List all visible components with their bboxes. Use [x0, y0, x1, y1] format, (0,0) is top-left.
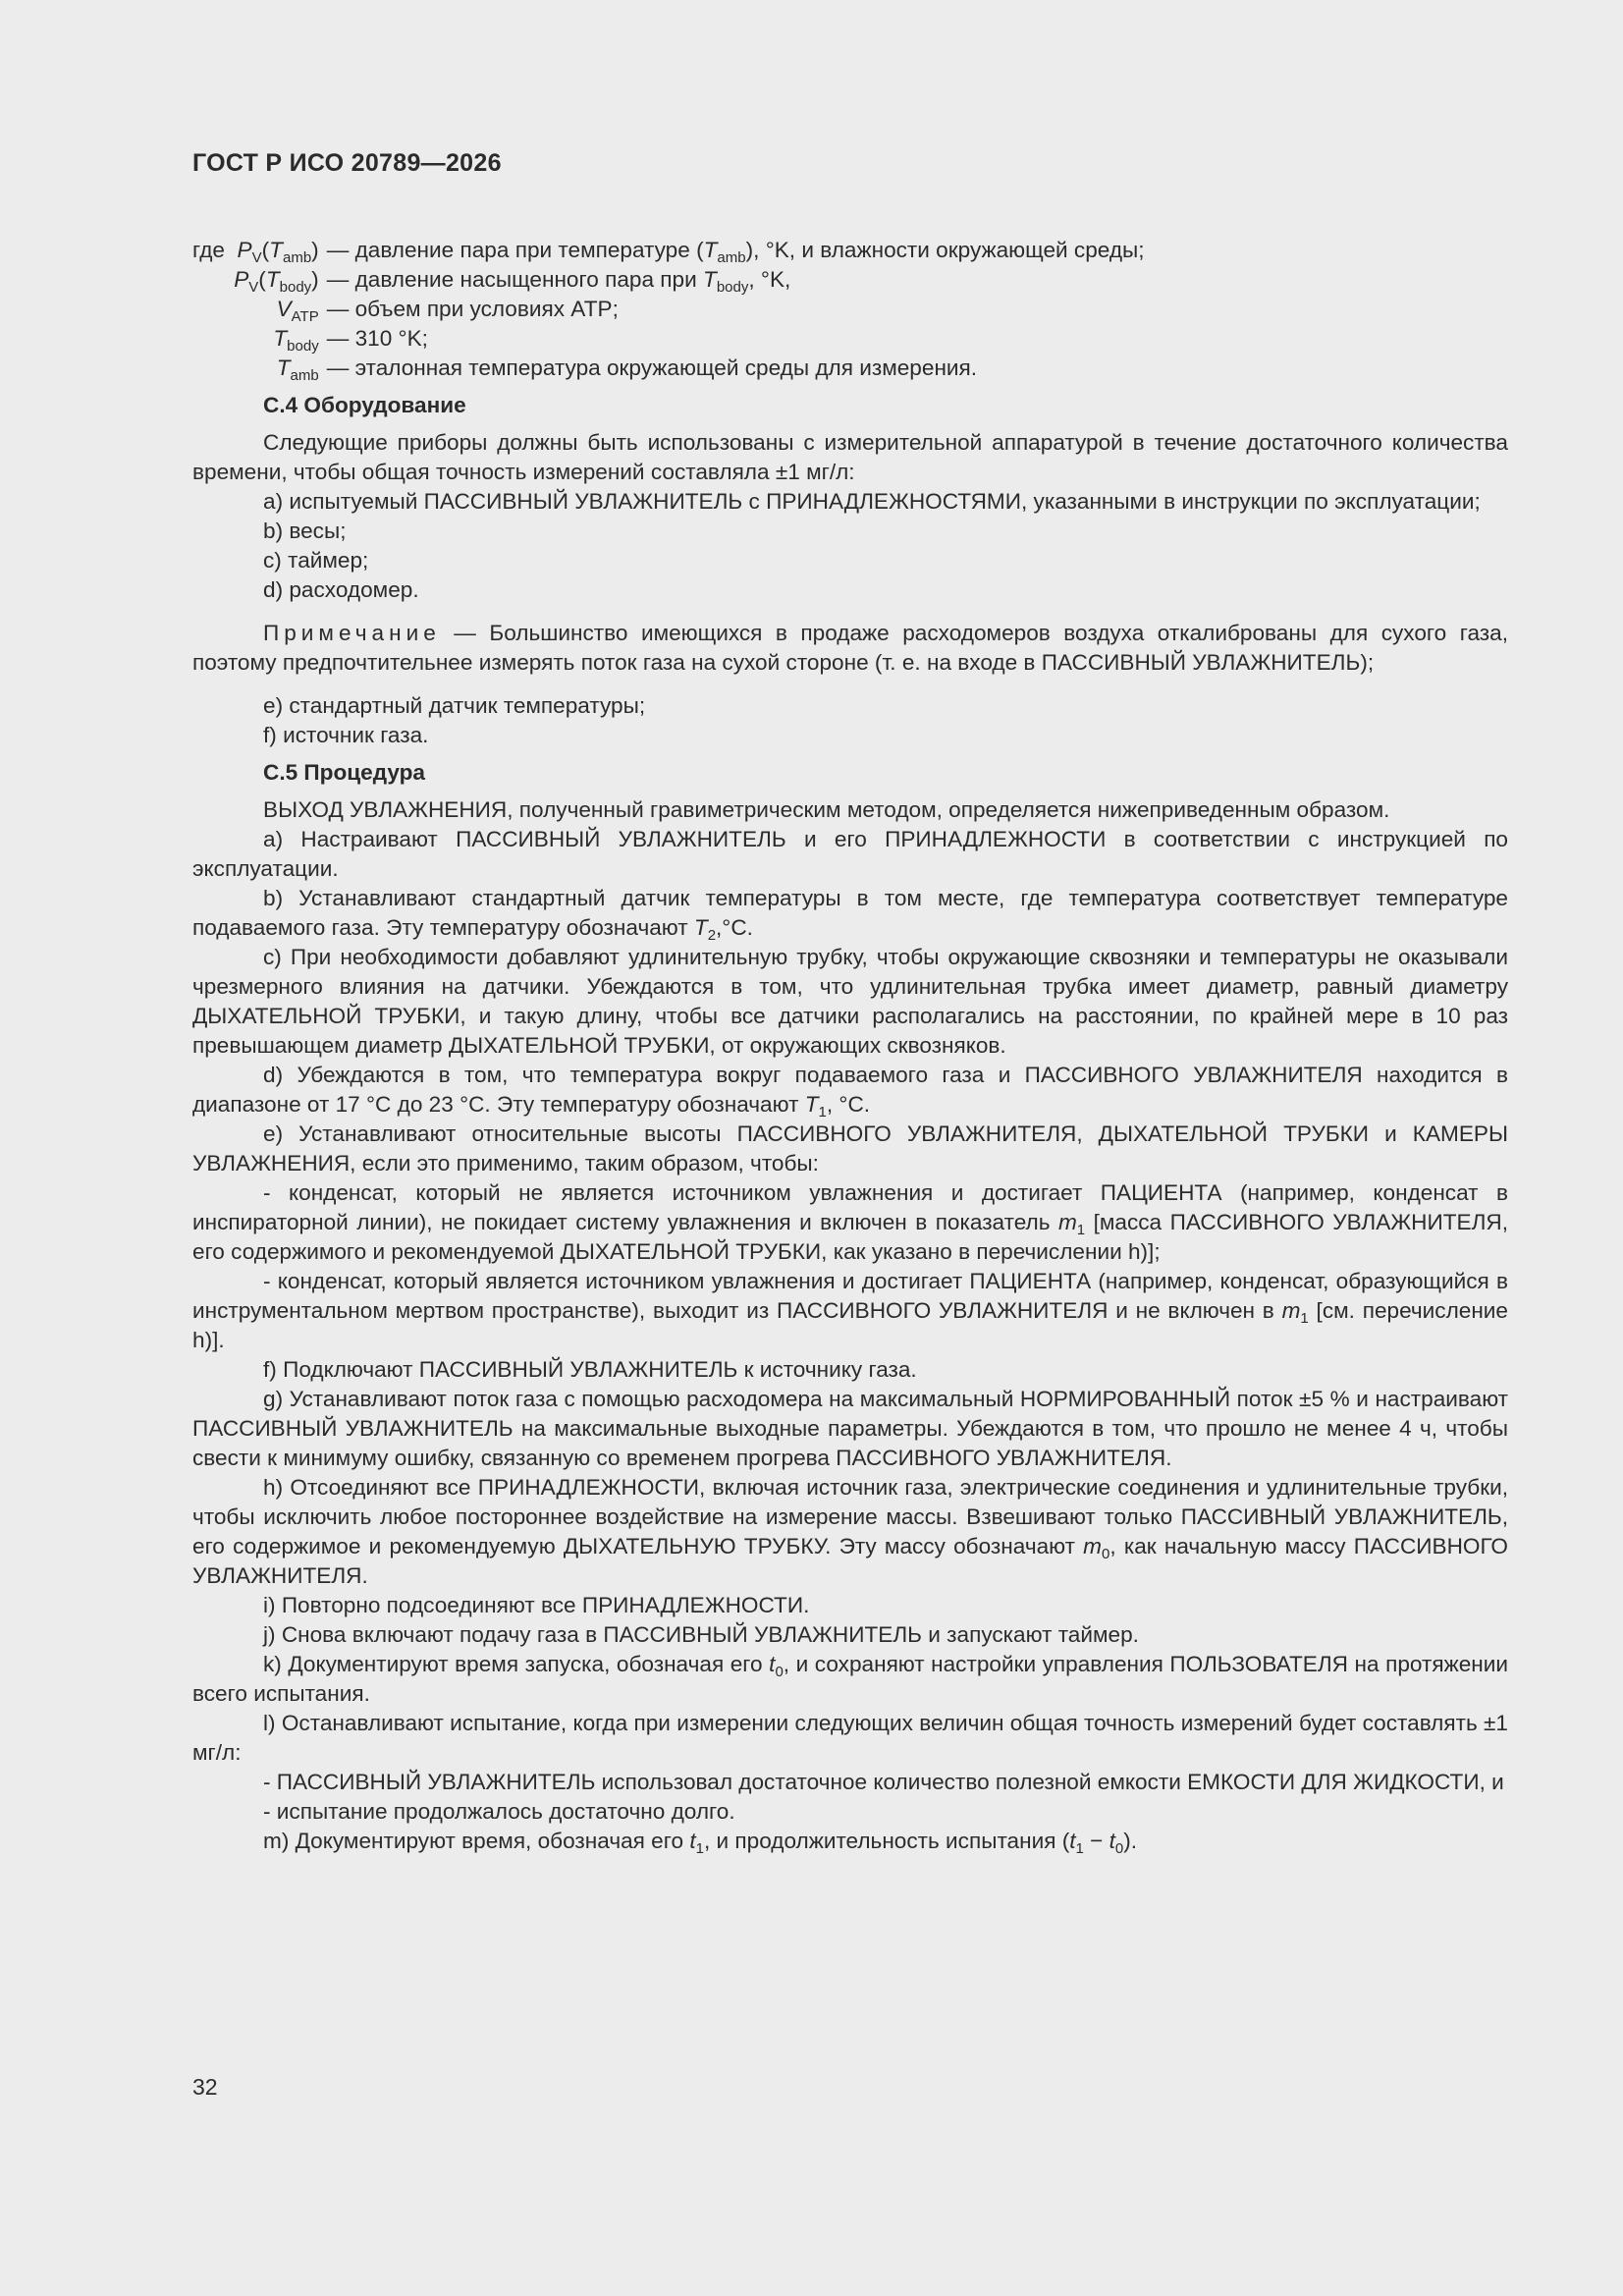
- def-term: $T_{amb}$: [276, 355, 319, 384]
- page-number: 32: [192, 2074, 218, 2100]
- document-header: ГОСТ Р ИСО 20789—2026: [192, 149, 502, 177]
- list-item: e) Устанавливают относительные высоты ПАССИВНОГО УВЛАЖНИТЕЛЯ, ДЫХАТЕЛЬНОЙ ТРУБКИ и КАМЕРЫ УВЛАЖНЕНИЯ, если это применимо, таким образом, чтобы:: [192, 1121, 1508, 1175]
- list-item: b) весы;: [263, 519, 347, 543]
- list-item: j) Снова включают подачу газа в ПАССИВНЫЙ УВЛАЖНИТЕЛЬ и запускают таймер.: [263, 1622, 1139, 1647]
- section-heading-c5: С.5 Процедура: [263, 760, 425, 785]
- note: [192, 619, 1508, 678]
- list-item: f) Подключают ПАССИВНЫЙ УВЛАЖНИТЕЛЬ к источнику газа.: [263, 1357, 917, 1382]
- list-item: b) Устанавливают стандартный датчик температуры в том месте, где температура соответствует температуре подаваемого газа. Эту температуру обозначают $T_2,^\circ C$.: [192, 886, 1508, 944]
- list-item: h) Отсоединяют все ПРИНАДЛЕЖНОСТИ, включая источник газа, электрические соединения и удлинительные трубки, чтобы исключить любое постороннее воздействие на измерение массы. Взвешивают только ПАССИВНЫЙ УВЛАЖНИТЕЛЬ, его содержимое и рекомендуемую ДЫХАТЕЛЬНУЮ ТРУБКУ. Эту массу обозначают $m_0$, как начальную массу ПАССИВНОГО УВЛАЖНИТЕЛЯ.: [192, 1475, 1508, 1588]
- list-item: g) Устанавливают поток газа с помощью расходомера на максимальный НОРМИРОВАННЫЙ поток ±5 % и настраивают ПАССИВНЫЙ УВЛАЖНИТЕЛЬ на максимальные выходные параметры. Убеждаются в том, что прошло не менее 4 ч, чтобы свести к минимуму ошибку, связанную со временем прогрева ПАССИВНОГО УВЛАЖНИТЕЛЯ.: [192, 1387, 1508, 1470]
- list-item: d) расходомер.: [263, 577, 419, 602]
- sub-list-item: - ПАССИВНЫЙ УВЛАЖНИТЕЛЬ использовал достаточное количество полезной емкости ЕМКОСТИ ДЛЯ ЖИДКОСТИ, и: [263, 1770, 1504, 1794]
- def-text: — объем при условиях ATP;: [326, 297, 619, 321]
- list-item: c) таймер;: [263, 548, 369, 573]
- def-term: $P_V(T_{body})$: [234, 267, 319, 296]
- list-item: a) испытуемый ПАССИВНЫЙ УВЛАЖНИТЕЛЬ с ПРИНАДЛЕЖНОСТЯМИ, указанными в инструкции по эксплуатации;: [263, 489, 1481, 514]
- paragraph: Следующие приборы должны быть использованы с измерительной аппаратурой в течение достаточного количества времени, чтобы общая точность измерений составляла ±1 мг/л:: [192, 430, 1508, 484]
- list-item: f) источник газа.: [263, 723, 429, 747]
- list-item: m) Документируют время, обозначая его $t_1$, и продолжительность испытания $(t_1 - t_0)$.: [263, 1829, 1138, 1857]
- page-content: [192, 236, 1508, 1856]
- list-item: a) Настраивают ПАССИВНЫЙ УВЛАЖНИТЕЛЬ и его ПРИНАДЛЕЖНОСТИ в соответствии с инструкцией по эксплуатации.: [192, 827, 1508, 881]
- def-text: — эталонная температура окружающей среды для измерения.: [326, 355, 978, 380]
- list-item: c) При необходимости добавляют удлинительную трубку, чтобы окружающие сквозняки и температуры не оказывали чрезмерного влияния на датчики. Убеждаются в том, что удлинительная трубка имеет диаметр, равный диаметру ДЫХАТЕЛЬНОЙ ТРУБКИ, и такую длину, чтобы все датчики располагались на расстоянии, по крайней мере в 10 раз превышающем диаметр ДЫХАТЕЛЬНОЙ ТРУБКИ, от окружающих сквозняков.: [192, 945, 1508, 1058]
- sub-list-item: - испытание продолжалось достаточно долго.: [263, 1799, 735, 1824]
- list-item: k) Документируют время запуска, обозначая его $t_0$, и сохраняют настройки управления ПОЛЬЗОВАТЕЛЯ на протяжении всего испытания.: [192, 1652, 1508, 1706]
- list-item: i) Повторно подсоединяют все ПРИНАДЛЕЖНОСТИ.: [263, 1593, 810, 1617]
- sub-list-item: - конденсат, который не является источником увлажнения и достигает ПАЦИЕНТА (например, конденсат в инспираторной линии), не покидает систему увлажнения и включен в показатель $m_1$ [масса ПАССИВНОГО УВЛАЖНИТЕЛЯ, его содержимого и рекомендуемой ДЫХАТЕЛЬНОЙ ТРУБКИ, как указано в перечислении h)];: [192, 1180, 1509, 1264]
- note-text: — Большинство имеющихся в продаже расходомеров воздуха откалиброваны для сухого газа, поэтому предпочтительнее измерять поток газа на сухой стороне (т. е. на входе в ПАССИВНЫЙ УВЛАЖНИТЕЛЬ);: [192, 621, 1508, 675]
- section-heading-c4: С.4 Оборудование: [263, 393, 466, 417]
- note-label: Примечание: [263, 621, 441, 645]
- def-term: $V_{ATP}$: [276, 297, 319, 325]
- def-text: — 310 °K;: [326, 326, 428, 351]
- variable-definitions: [192, 236, 1508, 383]
- list-item: e) стандартный датчик температуры;: [263, 693, 646, 718]
- paragraph: ВЫХОД УВЛАЖНЕНИЯ, полученный гравиметрическим методом, определяется нижеприведенным образом.: [263, 797, 1390, 822]
- def-text: — давление пара при температуре $(T_{amb})$, °K, и влажности окружающей среды;: [326, 238, 1145, 266]
- def-text: — давление насыщенного пара при $T_{body}$, °K,: [326, 267, 791, 296]
- list-item: l) Останавливают испытание, когда при измерении следующих величин общая точность измерений будет составлять ±1 мг/л:: [192, 1711, 1508, 1765]
- sub-list-item: - конденсат, который является источником увлажнения и достигает ПАЦИЕНТА (например, конденсат, образующийся в инструментальном мертвом пространстве), выходит из ПАССИВНОГО УВЛАЖНИТЕЛЯ и не включен в $m_1$ [см. перечисление h)].: [192, 1269, 1508, 1352]
- list-item: d) Убеждаются в том, что температура вокруг подаваемого газа и ПАССИВНОГО УВЛАЖНИТЕЛЯ находится в диапазоне от 17 °C до 23 °C. Эту температуру обозначают $T_1$, °C.: [192, 1063, 1508, 1121]
- def-term: где $P_V(T_{amb})$: [192, 238, 319, 266]
- def-term: $T_{body}$: [273, 326, 319, 355]
